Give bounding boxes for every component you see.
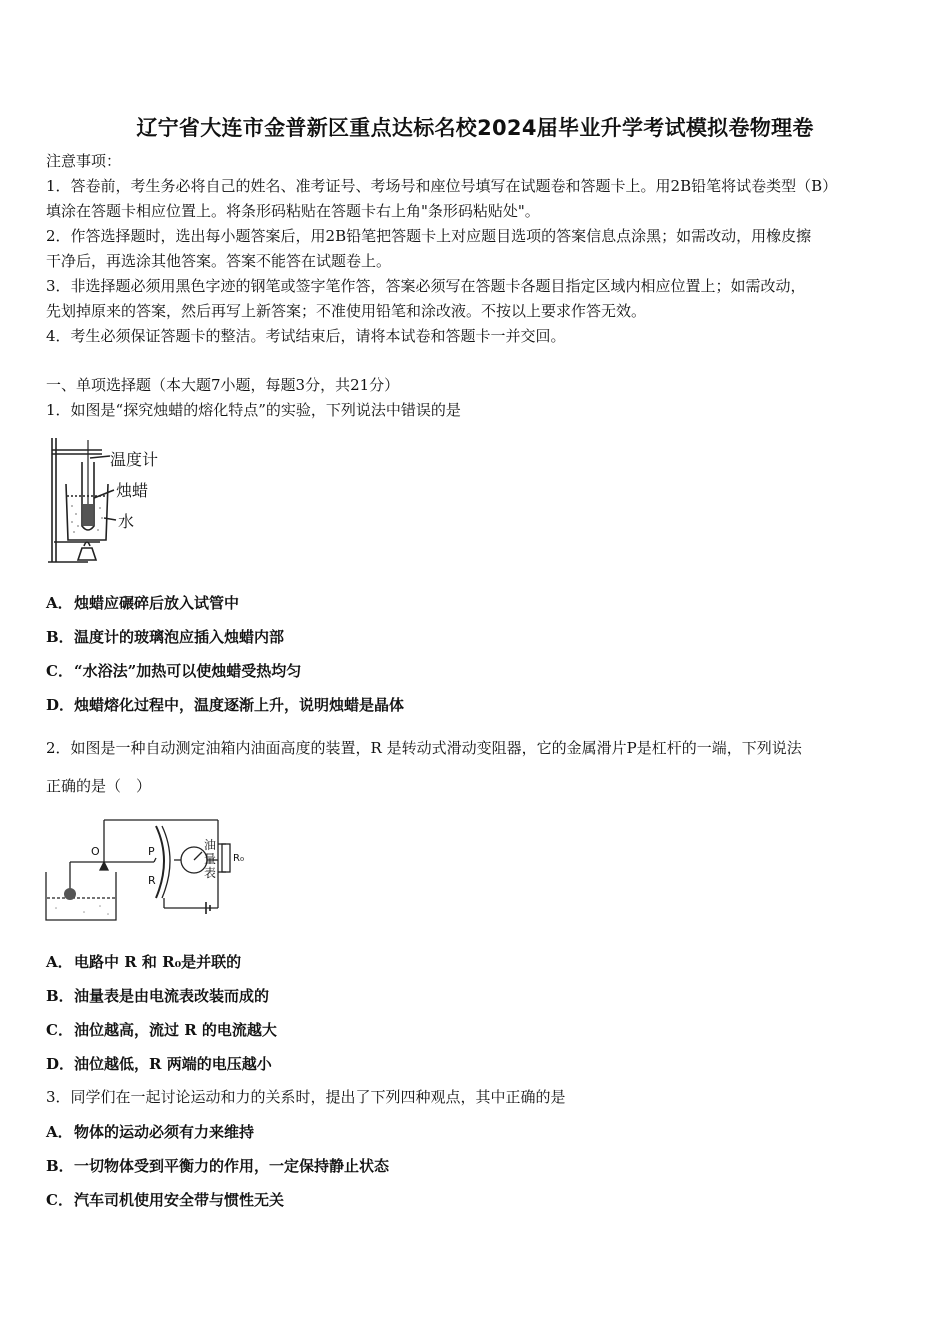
q1-option-c: C．“水浴法”加热可以使烛蜡受热均匀 [46, 662, 302, 680]
q2-stem-line1: 2．如图是一种自动测定油箱内油面高度的装置，R 是转动式滑动变阻器，它的金属滑片P是杠杆的一端，下列说法 [46, 739, 802, 757]
notice-line: 2．作答选择题时，选出每小题答案后，用2B铅笔把答题卡上对应题目选项的答案信息点涂黑；如需改动，用橡皮擦 [46, 227, 812, 245]
q1-option-d: D．烛蜡熔化过程中，温度逐渐上升，说明烛蜡是晶体 [46, 696, 405, 714]
figure-label-oil-meter: 油 量 表 [204, 838, 217, 880]
q3-option-b: B．一切物体受到平衡力的作用，一定保持静止状态 [46, 1157, 390, 1175]
notice-line: 4．考生必须保证答题卡的整洁。考试结束后，请将本试卷和答题卡一并交回。 [46, 327, 566, 345]
q2-option-d: D．油位越低，R 两端的电压越小 [46, 1055, 272, 1073]
figure-label-pivot: O [91, 845, 100, 858]
figure-label-thermometer: 温度计 [110, 450, 159, 469]
q1-option-b: B．温度计的玻璃泡应插入烛蜡内部 [46, 628, 285, 646]
figure-label-resistor: R [148, 874, 156, 887]
page-title: 辽宁省大连市金普新区重点达标名校2024届毕业升学考试模拟卷物理卷 [136, 116, 814, 140]
notice-line: 先划掉原来的答案，然后再写上新答案；不准使用铅笔和涂改液。不按以上要求作答无效。 [46, 302, 647, 320]
q3-option-c: C．汽车司机使用安全带与惯性无关 [46, 1191, 285, 1209]
q2-circuit-figure [44, 812, 254, 924]
q2-option-c: C．油位越高，流过 R 的电流越大 [46, 1021, 277, 1039]
q2-stem-line2: 正确的是（ ） [46, 777, 152, 795]
q3-option-a: A．物体的运动必须有力来维持 [46, 1123, 255, 1141]
figure-label-slider: P [148, 845, 155, 858]
section-heading: 一、单项选择题（本大题7小题，每题3分，共21分） [46, 376, 400, 394]
q2-option-a: A．电路中 R 和 R₀是并联的 [46, 953, 242, 971]
q1-stem: 1．如图是“探究烛蜡的熔化特点”的实验，下列说法中错误的是 [46, 401, 461, 419]
figure-label-water: 水 [118, 512, 135, 531]
figure-label-r0: R₀ [233, 853, 244, 864]
q2-option-b: B．油量表是由电流表改装而成的 [46, 987, 270, 1005]
notice-line: 3．非选择题必须用黑色字迹的钢笔或签字笔作答，答案必须写在答题卡各题目指定区域内相应位置上；如需改动， [46, 277, 806, 295]
notice-line: 1．答卷前，考生务必将自己的姓名、准考证号、考场号和座位号填写在试题卷和答题卡上。用2B铅笔将试卷类型（B） [46, 177, 838, 195]
notice-line: 填涂在答题卡相应位置上。将条形码粘贴在答题卡右上角"条形码粘贴处"。 [46, 202, 540, 220]
notice-heading: 注意事项： [46, 152, 122, 170]
q3-stem: 3．同学们在一起讨论运动和力的关系时，提出了下列四种观点，其中正确的是 [46, 1088, 566, 1106]
q1-option-a: A．烛蜡应碾碎后放入试管中 [46, 594, 240, 612]
figure-label-wax: 烛蜡 [116, 481, 149, 500]
notice-line: 干净后，再选涂其他答案。答案不能答在试题卷上。 [46, 252, 392, 270]
